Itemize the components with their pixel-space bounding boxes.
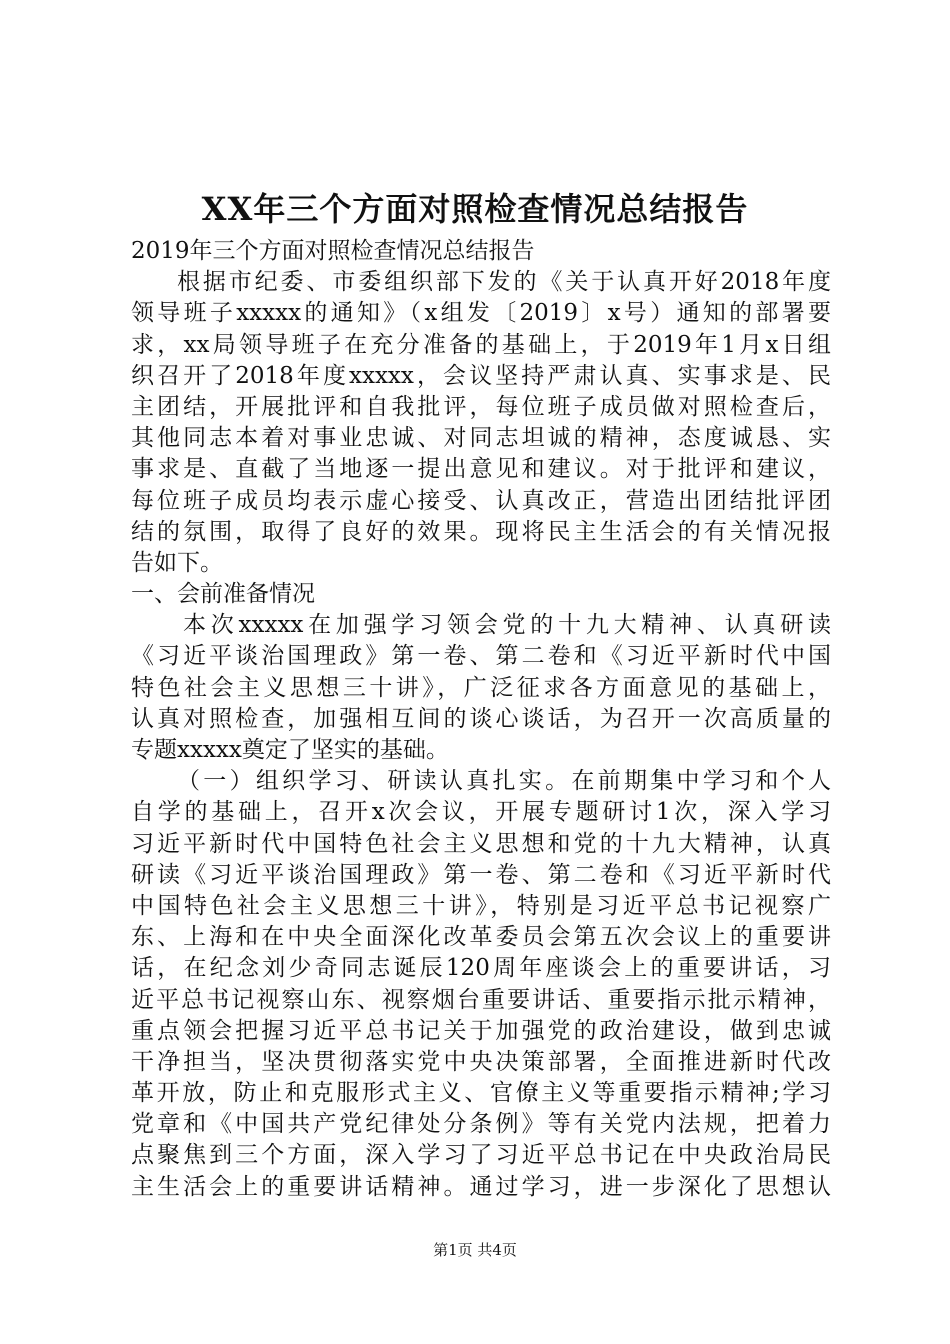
paragraph-line: 《习近平谈治国理政》第一卷、第二卷和《习近平新时代中国 <box>131 643 831 670</box>
paragraph-line: 告如下。 <box>131 549 223 576</box>
paragraph-line: 自学的基础上，召开x次会议，开展专题研讨1次，深入学习 <box>131 799 831 826</box>
paragraph-line: 织召开了2018年度xxxxx，会议坚持严肃认真、实事求是、民 <box>131 362 831 389</box>
paragraph-line: 其他同志本着对事业忠诚、对同志坦诚的精神，态度诚恳、实 <box>131 425 831 452</box>
paragraph-line: 话，在纪念刘少奇同志诞辰120周年座谈会上的重要讲话，习 <box>131 955 831 982</box>
paragraph-line: 研读《习近平谈治国理政》第一卷、第二卷和《习近平新时代 <box>131 861 831 888</box>
page-number: 第1页 共4页 <box>433 1241 517 1259</box>
paragraph-line: 根据市纪委、市委组织部下发的《关于认真开好2018年度 <box>177 269 831 296</box>
paragraph-study <box>131 766 831 1203</box>
paragraph-line: 主团结，开展批评和自我批评，每位班子成员做对照检查后， <box>131 393 831 420</box>
section-heading: 一、会前准备情况 <box>131 581 315 608</box>
paragraph-line: 结的氛围，取得了良好的效果。现将民主生活会的有关情况报 <box>131 518 831 545</box>
paragraph-line: 领导班子xxxxx的通知》（x组发〔2019〕x号）通知的部署要 <box>131 300 831 327</box>
paragraph-line: （一）组织学习、研读认真扎实。在前期集中学习和个人 <box>177 768 831 795</box>
paragraph-line: 认真对照检查，加强相互间的谈心谈话，为召开一次高质量的 <box>131 705 831 732</box>
paragraph-line: 本次xxxxx在加强学习领会党的十九大精神、认真研读 <box>183 612 831 639</box>
paragraph-line: 点聚焦到三个方面，深入学习了习近平总书记在中央政治局民 <box>131 1142 831 1169</box>
paragraph-line: 主生活会上的重要讲话精神。通过学习，进一步深化了思想认 <box>131 1173 831 1200</box>
paragraph-line: 党章和《中国共产党纪律处分条例》等有关党内法规，把着力 <box>131 1111 831 1138</box>
paragraph-line: 特色社会主义思想三十讲》，广泛征求各方面意见的基础上， <box>131 674 831 701</box>
paragraph-line: 近平总书记视察山东、视察烟台重要讲话、重要指示批示精神， <box>131 986 831 1013</box>
paragraph-line: 每位班子成员均表示虚心接受、认真改正，营造出团结批评团 <box>131 487 831 514</box>
document-title: XX年三个方面对照检查情况总结报告 <box>201 190 749 228</box>
paragraph-line: 事求是、直截了当地逐一提出意见和建议。对于批评和建议， <box>131 456 831 483</box>
paragraph-intro <box>131 267 831 579</box>
document-body <box>131 236 831 1203</box>
paragraph-line: 重点领会把握习近平总书记关于加强党的政治建设，做到忠诚 <box>131 1017 831 1044</box>
paragraph-preparation <box>131 610 831 766</box>
paragraph-line: 东、上海和在中央全面深化改革委员会第五次会议上的重要讲 <box>131 924 831 951</box>
paragraph-line: 革开放，防止和克服形式主义、官僚主义等重要指示精神;学习 <box>131 1080 831 1107</box>
paragraph-line: 专题xxxxx奠定了坚实的基础。 <box>131 737 449 763</box>
paragraph-line: 习近平新时代中国特色社会主义思想和党的十九大精神，认真 <box>131 830 831 857</box>
paragraph-line: 求，xx局领导班子在充分准备的基础上，于2019年1月x日组 <box>131 331 831 358</box>
paragraph-line: 干净担当，坚决贯彻落实党中央决策部署，全面推进新时代改 <box>131 1048 831 1075</box>
document-subtitle: 2019年三个方面对照检查情况总结报告 <box>131 238 535 264</box>
paragraph-line: 中国特色社会主义思想三十讲》，特别是习近平总书记视察广 <box>131 892 831 919</box>
